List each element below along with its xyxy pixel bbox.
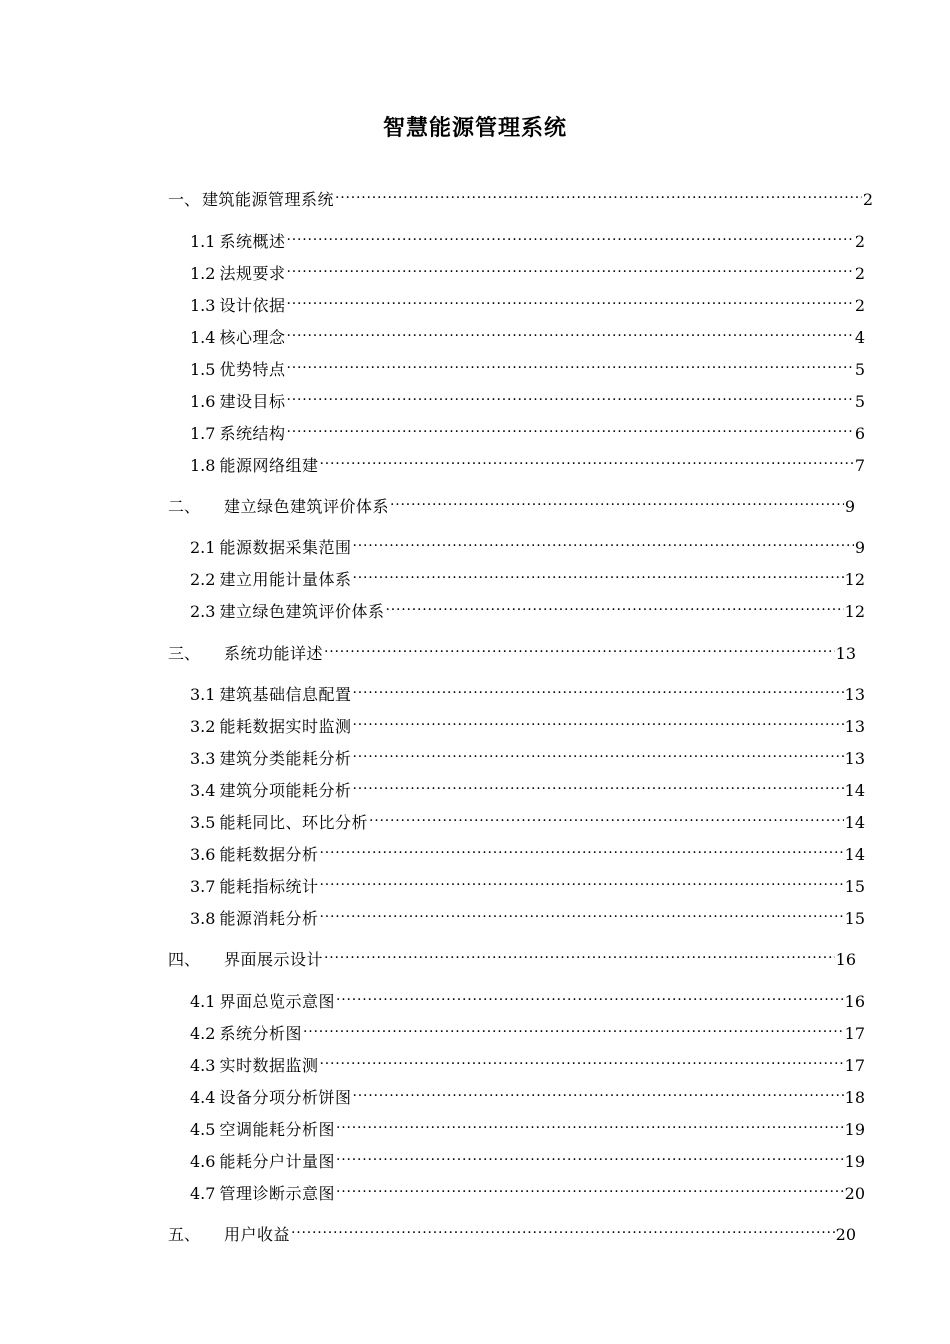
toc-section[interactable] xyxy=(190,1081,865,1109)
toc-dot-leader xyxy=(352,678,843,700)
toc-title: 界面总览示意图 xyxy=(219,992,335,1011)
toc-number: 五、 xyxy=(168,1225,201,1244)
toc-chapter[interactable] xyxy=(168,183,873,211)
toc-number: 一、 xyxy=(168,190,201,209)
toc-dot-leader xyxy=(286,225,853,247)
toc-title: 用户收益 xyxy=(224,1225,291,1244)
toc-number: 1.2 xyxy=(190,264,216,283)
toc-title: 建筑分项能耗分析 xyxy=(219,781,352,800)
toc-page-number: 5 xyxy=(854,360,865,379)
toc-chapter[interactable] xyxy=(168,637,856,665)
toc-number: 四、 xyxy=(168,950,201,969)
toc-section[interactable] xyxy=(190,257,865,285)
toc-number: 1.3 xyxy=(190,296,216,315)
toc-number: 3.6 xyxy=(190,845,216,864)
toc-chapter[interactable] xyxy=(168,490,855,518)
toc-title: 设计依据 xyxy=(219,296,286,315)
toc-number: 3.1 xyxy=(190,685,216,704)
toc-number: 1.8 xyxy=(190,456,216,475)
toc-section[interactable] xyxy=(190,1177,865,1205)
toc-section[interactable] xyxy=(190,225,865,253)
toc-number: 1.5 xyxy=(190,360,216,379)
toc-page-number: 13 xyxy=(844,717,865,736)
toc-page-number: 16 xyxy=(835,950,856,969)
toc-section[interactable] xyxy=(190,710,865,738)
toc-title: 系统分析图 xyxy=(219,1024,302,1043)
toc-dot-leader xyxy=(286,257,853,279)
toc-title: 核心理念 xyxy=(219,328,286,347)
toc-dot-leader xyxy=(352,742,843,764)
toc-page-number: 16 xyxy=(844,992,865,1011)
toc-dot-leader xyxy=(319,838,843,860)
toc-dot-leader xyxy=(336,1113,844,1135)
toc-number: 2.3 xyxy=(190,602,216,621)
toc-dot-leader xyxy=(352,563,843,585)
toc-page-number: 9 xyxy=(844,497,855,516)
toc-dot-leader xyxy=(352,710,843,732)
toc-title: 能耗指标统计 xyxy=(219,877,319,896)
toc-number: 4.5 xyxy=(190,1120,216,1139)
toc-section[interactable] xyxy=(190,902,865,930)
toc-number: 4.7 xyxy=(190,1184,216,1203)
toc-title: 实时数据监测 xyxy=(219,1056,319,1075)
toc-number: 三、 xyxy=(168,644,201,663)
toc-title: 能耗数据分析 xyxy=(219,845,319,864)
toc-dot-leader xyxy=(369,806,844,828)
toc-title: 建筑分类能耗分析 xyxy=(219,749,352,768)
toc-number: 1.1 xyxy=(190,232,216,251)
toc-dot-leader xyxy=(336,1177,844,1199)
toc-section[interactable] xyxy=(190,678,865,706)
toc-dot-leader xyxy=(385,595,843,617)
toc-title: 设备分项分析饼图 xyxy=(219,1088,352,1107)
toc-page-number: 2 xyxy=(854,264,865,283)
toc-number: 4.4 xyxy=(190,1088,216,1107)
toc-chapter[interactable] xyxy=(168,1218,856,1246)
toc-title: 建立绿色建筑评价体系 xyxy=(219,602,385,621)
toc-dot-leader xyxy=(286,385,853,407)
toc-page-number: 9 xyxy=(854,538,865,557)
toc-page-number: 2 xyxy=(854,232,865,251)
toc-dot-leader xyxy=(336,1145,844,1167)
toc-section[interactable] xyxy=(190,321,865,349)
toc-dot-leader xyxy=(286,321,853,343)
toc-page-number: 14 xyxy=(844,845,865,864)
toc-page-number: 15 xyxy=(844,877,865,896)
toc-title: 能耗数据实时监测 xyxy=(219,717,352,736)
toc-page-number: 5 xyxy=(854,392,865,411)
toc-section[interactable] xyxy=(190,417,865,445)
toc-number: 3.2 xyxy=(190,717,216,736)
toc-page-number: 15 xyxy=(844,909,865,928)
toc-dot-leader xyxy=(286,417,853,439)
toc-title: 能耗分户计量图 xyxy=(219,1152,335,1171)
toc-number: 2.1 xyxy=(190,538,216,557)
toc-dot-leader xyxy=(286,353,853,375)
toc-page-number: 13 xyxy=(844,685,865,704)
toc-section[interactable] xyxy=(190,742,865,770)
toc-title: 系统结构 xyxy=(219,424,286,443)
toc-section[interactable] xyxy=(190,985,865,1013)
toc-page-number: 14 xyxy=(844,781,865,800)
toc-dot-leader xyxy=(352,1081,843,1103)
toc-dot-leader xyxy=(303,1017,844,1039)
toc-number: 1.4 xyxy=(190,328,216,347)
toc-dot-leader xyxy=(390,490,844,512)
toc-title: 能耗同比、环比分析 xyxy=(219,813,368,832)
toc-title: 能源数据采集范围 xyxy=(219,538,352,557)
toc-page-number: 13 xyxy=(835,644,856,663)
toc-number: 二、 xyxy=(168,497,201,516)
toc-number: 3.4 xyxy=(190,781,216,800)
toc-page-number: 18 xyxy=(844,1088,865,1107)
document-title: 智慧能源管理系统 xyxy=(382,116,567,141)
toc-title: 管理诊断示意图 xyxy=(219,1184,335,1203)
toc-page-number: 13 xyxy=(844,749,865,768)
toc-number: 1.6 xyxy=(190,392,216,411)
toc-title: 界面展示设计 xyxy=(224,950,324,969)
toc-dot-leader xyxy=(319,870,843,892)
toc-section[interactable] xyxy=(190,774,865,802)
toc-title: 建筑基础信息配置 xyxy=(219,685,352,704)
toc-title: 系统概述 xyxy=(219,232,286,251)
toc-title: 能源消耗分析 xyxy=(219,909,319,928)
toc-dot-leader xyxy=(319,1049,843,1071)
toc-dot-leader xyxy=(286,289,853,311)
toc-page-number: 2 xyxy=(854,296,865,315)
toc-section[interactable] xyxy=(190,1017,865,1045)
toc-dot-leader xyxy=(324,637,835,659)
toc-title: 建立用能计量体系 xyxy=(219,570,352,589)
toc-page-number: 12 xyxy=(844,602,865,621)
toc-title: 优势特点 xyxy=(219,360,286,379)
toc-page-number: 19 xyxy=(844,1152,865,1171)
toc-page-number: 20 xyxy=(844,1184,865,1203)
toc-number: 2.2 xyxy=(190,570,216,589)
toc-page-number: 2 xyxy=(862,190,873,209)
toc-section[interactable] xyxy=(190,385,865,413)
toc-number: 4.6 xyxy=(190,1152,216,1171)
toc-section[interactable] xyxy=(190,1113,865,1141)
toc-chapter[interactable] xyxy=(168,943,856,971)
toc-dot-leader xyxy=(319,902,843,924)
toc-title: 能源网络组建 xyxy=(219,456,319,475)
toc-number: 3.5 xyxy=(190,813,216,832)
toc-title: 系统功能详述 xyxy=(224,644,324,663)
toc-section[interactable] xyxy=(190,838,865,866)
toc-page-number: 19 xyxy=(844,1120,865,1139)
toc-page-number: 20 xyxy=(835,1225,856,1244)
toc-section[interactable] xyxy=(190,595,865,623)
toc-page-number: 17 xyxy=(844,1056,865,1075)
toc-number: 3.3 xyxy=(190,749,216,768)
toc-dot-leader xyxy=(319,449,853,471)
toc-dot-leader xyxy=(352,774,843,796)
toc-dot-leader xyxy=(352,531,853,553)
toc-title: 建筑能源管理系统 xyxy=(202,190,335,209)
toc-title: 建设目标 xyxy=(219,392,286,411)
toc-section[interactable] xyxy=(190,531,865,559)
toc-number: 3.7 xyxy=(190,877,216,896)
toc-title: 法规要求 xyxy=(219,264,286,283)
toc-section[interactable] xyxy=(190,353,865,381)
toc-page-number: 14 xyxy=(844,813,865,832)
toc-section[interactable] xyxy=(190,870,865,898)
toc-title: 建立绿色建筑评价体系 xyxy=(224,497,390,516)
toc-page-number: 6 xyxy=(854,424,865,443)
toc-dot-leader xyxy=(335,183,862,205)
toc-page-number: 7 xyxy=(854,456,865,475)
toc-dot-leader xyxy=(336,985,844,1007)
toc-section[interactable] xyxy=(190,289,865,317)
toc-page-number: 17 xyxy=(844,1024,865,1043)
toc-dot-leader xyxy=(291,1218,835,1240)
toc-section[interactable] xyxy=(190,806,865,834)
toc-page-number: 12 xyxy=(844,570,865,589)
toc-section[interactable] xyxy=(190,1145,865,1173)
toc-number: 3.8 xyxy=(190,909,216,928)
toc-section[interactable] xyxy=(190,449,865,477)
toc-number: 4.1 xyxy=(190,992,216,1011)
toc-number: 1.7 xyxy=(190,424,216,443)
toc-section[interactable] xyxy=(190,563,865,591)
toc-section[interactable] xyxy=(190,1049,865,1077)
toc-title: 空调能耗分析图 xyxy=(219,1120,335,1139)
toc-dot-leader xyxy=(324,943,835,965)
toc-page-number: 4 xyxy=(854,328,865,347)
toc-number: 4.3 xyxy=(190,1056,216,1075)
toc-number: 4.2 xyxy=(190,1024,216,1043)
